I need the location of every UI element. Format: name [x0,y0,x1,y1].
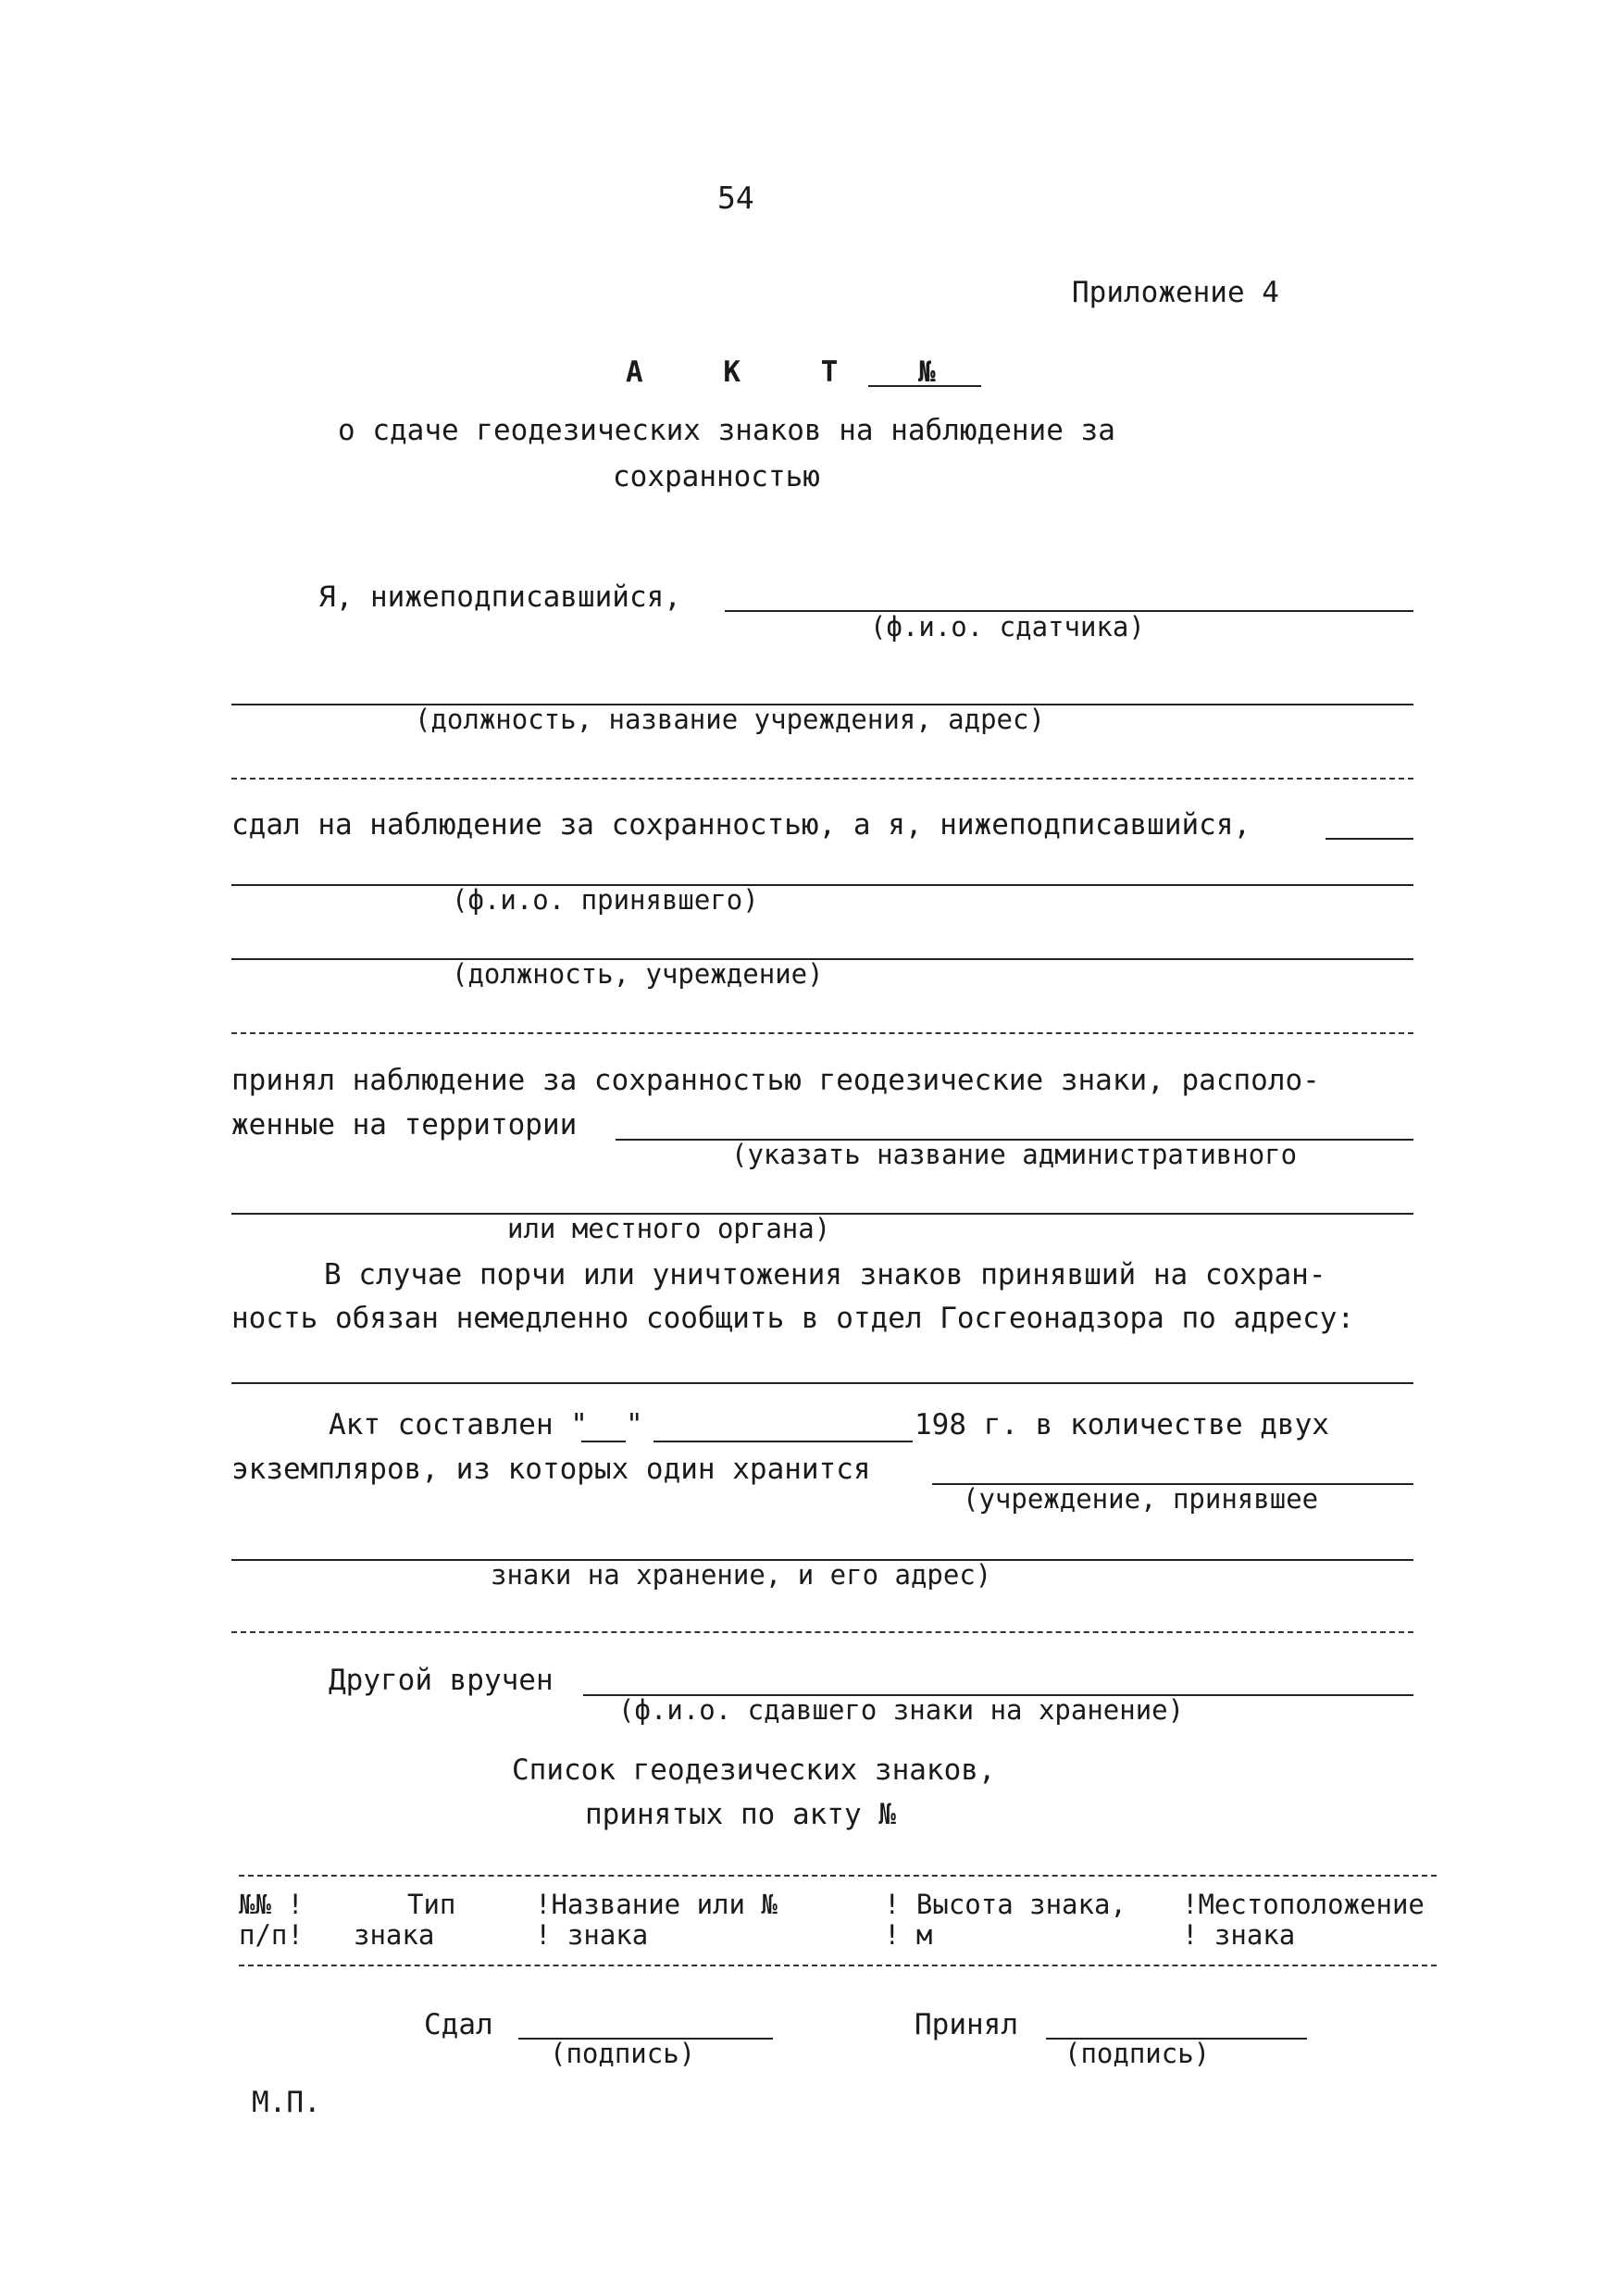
caption-fio-handed: (ф.и.о. сдавшего знаки на хранение) [618,1694,1185,1726]
caption-fio-receiver: (ф.и.о. принявшего) [452,884,759,916]
copy-holder-address-field[interactable] [231,1631,1413,1633]
act-subtitle-line2: сохранностью [613,460,820,493]
giver-address-field[interactable] [231,778,1413,780]
act-made-year: 198 г. в количестве двух [915,1408,1329,1441]
col-height-header2: ! м [884,1919,933,1951]
col-type-header1: Тип [407,1889,456,1920]
accepted-text-line1: принял наблюдение за сохранностью геодезические знаки, располо- [231,1064,1320,1097]
act-number-line[interactable] [868,385,981,387]
caption-fio-giver: (ф.и.о. сдатчика) [870,611,1145,643]
receiver-org-field[interactable] [231,1032,1413,1034]
col-name-header2: ! знака [535,1919,649,1951]
caption-org-receiving1: (учреждение, принявшее [963,1483,1319,1515]
list-title-line1: Список геодезических знаков, [512,1753,996,1787]
appendix-label: Приложение 4 [1072,276,1279,309]
caption-admin-line1: (указать название административного [731,1139,1298,1170]
copies-text: экземпляров, из которых один хранится [231,1453,871,1486]
act-made-quote: " [626,1408,643,1441]
gave-label: Сдал [424,2008,493,2041]
table-bottom-rule [239,1965,1437,1966]
receiver-name-field[interactable] [231,884,1413,886]
table-top-rule [239,1875,1437,1877]
col-num-header1: №№ ! [239,1889,304,1920]
receiver-name-field-start[interactable] [1326,838,1413,840]
accepted-text-line2: женные на территории [231,1108,578,1142]
caption-admin-line2: или местного органа) [507,1213,831,1244]
stamp-place: М.П. [252,2086,321,2119]
col-type-header2: знака [354,1919,435,1951]
col-location-header2: ! знака [1182,1919,1296,1951]
list-title-line2: принятых по акту № [585,1798,896,1831]
act-made-label: Акт составлен " [329,1408,588,1441]
col-num-header2: п/п! [239,1919,304,1951]
undersigned-label: Я, нижеподписавшийся, [318,580,681,614]
caption-org-receiving2: знаки на хранение, и его адрес) [491,1559,992,1591]
damage-text-line1: В случае порчи или уничтожения знаков принявший на сохран- [324,1258,1326,1292]
caption-position-org-address: (должность, название учреждения, адрес) [415,704,1045,735]
act-subtitle-line1: о сдаче геодезических знаков на наблюдение за [338,414,1115,447]
month-field[interactable] [653,1441,913,1442]
handed-over-text: сдал на наблюдение за сохранностью, а я, нижеподписавшийся, [231,808,1251,842]
caption-position-org: (должность, учреждение) [452,958,824,990]
caption-sign-gave: (подпись) [550,2038,696,2069]
act-title: А К Т № [626,356,967,389]
page-number: 54 [717,180,754,216]
received-label: Принял [915,2008,1018,2041]
day-field[interactable] [581,1441,626,1442]
col-name-header1: !Название или № [535,1889,778,1920]
col-height-header1: ! Высота знака, [884,1889,1126,1920]
other-given-label: Другой вручен [329,1664,554,1697]
caption-sign-received: (подпись) [1064,2038,1211,2069]
damage-text-line2: ность обязан немедленно сообщить в отдел Госгеонадзора по адресу: [231,1302,1355,1335]
col-location-header1: !Местоположение [1182,1889,1425,1920]
address-field[interactable] [231,1382,1413,1384]
